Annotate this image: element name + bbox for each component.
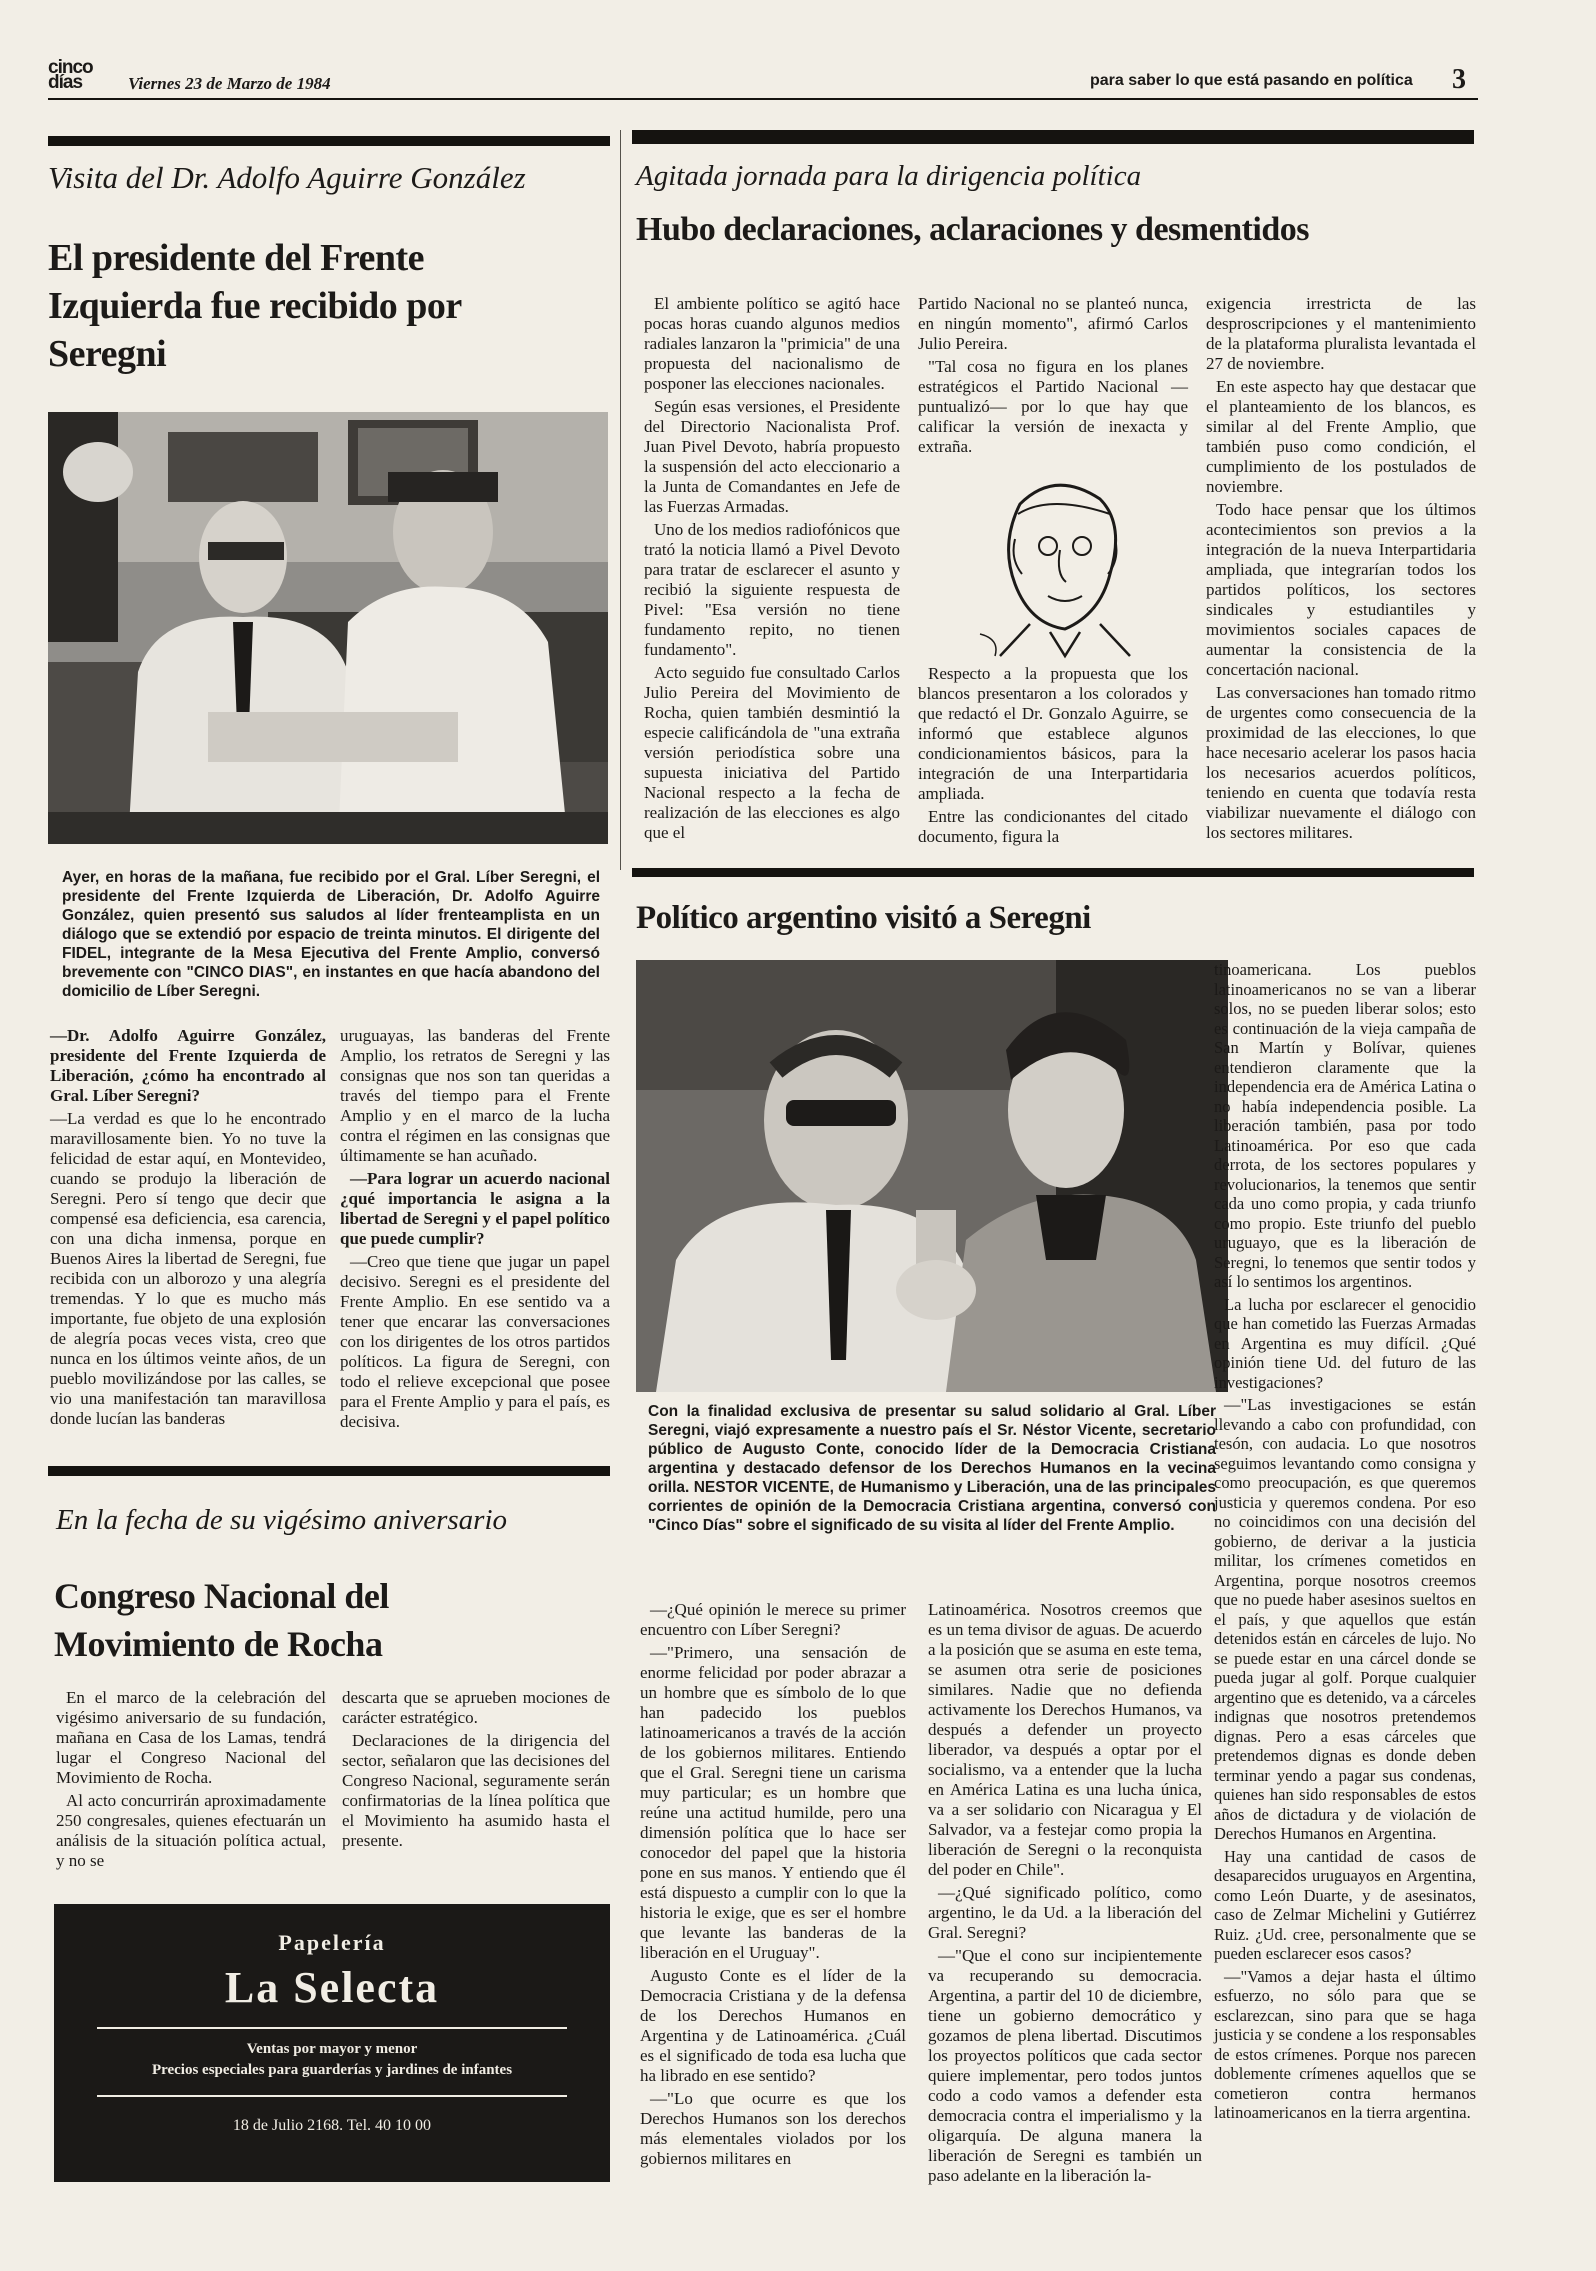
paragraph: Uno de los medios radiofónicos que trató la noticia llamó a Pivel Devoto para tratar de esclarecer el asunto y recibió la siguiente respuesta de Pivel: "Esa versión no tiene fundamento repito, no tienen fundamento". <box>644 520 900 659</box>
interview-question: —Dr. Adolfo Aguirre González, presidente del Frente Izquierda de Liberación, ¿cómo ha encontrado al Gral. Líber Seregni? <box>50 1026 326 1105</box>
ad-wholesale-text: Ventas por mayor y menor <box>246 2041 418 2057</box>
papeleria-advertisement <box>54 1904 610 2182</box>
right-article-kicker: Agitada jornada para la dirigencia política <box>636 160 1142 192</box>
paragraph: exigencia irrestricta de las desproscripciones y el mantenimiento de la plataforma pluralista levantada el 27 de noviembre. <box>1206 294 1476 373</box>
interview-question: —Para lograr un acuerdo nacional ¿qué importancia le asigna a la libertad de Seregni y el papel político que puede cumplir? <box>340 1169 610 1248</box>
ad-store-name: La Selecta <box>224 1963 440 2012</box>
paragraph: —"Primero, una sensación de enorme felicidad por poder abrazar a un hombre que es símbolo de lo que han padecido los pueblos latinoamericanos a través de la acción de los gobiernos militares. Entiendo que el Gral. Seregni tiene un carisma muy particular; es un hombre que reúne una actitud humilde, pero una dimensión política que lo hace ser conocedor del papel que la historia pone en sus manos. Y entiendo que él está dispuesto a cumplir con lo que la historia le exige, que es ser el hombre que levante las banderas de la liberación en el Uruguay". <box>640 1643 906 1962</box>
newspaper-logo <box>48 57 110 93</box>
right-bottom-article-top-rule <box>632 868 1474 877</box>
paragraph: —"Lo que ocurre es que los Derechos Humanos son los derechos más elementales violados por los gobiernos militares en <box>640 2089 906 2168</box>
right-bottom-column-3 <box>1214 960 1476 2126</box>
left-article-headline: El presidente del Frente Izquierda fue recibido por Seregni <box>48 237 462 375</box>
rocha-article-column-2 <box>342 1688 610 1854</box>
column-divider <box>620 130 621 870</box>
paragraph: Respecto a la propuesta que los blancos presentaron a los colorados y que redactó el Dr. Gonzalo Aguirre, se informó que establece algunos condicionamientos básicos, para la integración de una Interpartidaria ampliada. <box>918 664 1188 803</box>
paragraph: —¿Qué opinión le merece su primer encuentro con Líber Seregni? <box>640 1600 906 1639</box>
paragraph: Todo hace pensar que los últimos acontecimientos son previos a la integración de la nueva Interpartidaria ampliada, que integrarían todos los partidos políticos, los sectores sindicales y estudiantiles y movimientos sociales capaces de aumentar la consistencia de la concertación nacional. <box>1206 500 1476 679</box>
left-article-column-1 <box>50 1026 326 1432</box>
paragraph: Según esas versiones, el Presidente del Directorio Nacionalista Prof. Juan Pivel Devoto, habría propuesto la suspensión del acto eleccionario a la Junta de Comandantes en Jefe de las Fuerzas Armadas. <box>644 397 900 516</box>
masthead <box>0 0 1596 110</box>
ad-divider <box>97 2095 567 2097</box>
page-number: 3 <box>1452 64 1466 95</box>
seregni-aguirre-photo-image <box>48 412 608 844</box>
rocha-article-column-1 <box>56 1688 326 1874</box>
vicente-seregni-photo <box>636 960 1228 1392</box>
right-article-column-2-top <box>918 294 1188 460</box>
right-bottom-article-caption: Con la finalidad exclusiva de presentar su salud solidario al Gral. Líber Seregni, viajó expresamente a nuestro país el Sr. Néstor Vicente, secretario público de Augusto Conte, conocido líder de la Democracia Cristiana argentina y destacado defensor de los Derechos Humanos en la vecina orilla. NESTOR VICENTE, de Humanismo y Liberación, una de las principales corrientes de opinión de la Democracia Cristiana argentina, conversó con "Cinco Días" sobre el significado de su visita al líder del Frente Amplio. <box>648 1403 1216 1534</box>
paragraph: Declaraciones de la dirigencia del sector, señalaron que las decisiones del Congreso Nacional, seguramente serán confirmatorias de la línea política que el Movimiento ha asumido hasta el presente. <box>342 1731 610 1850</box>
right-article-headline: Hubo declaraciones, aclaraciones y desmentidos <box>636 211 1310 248</box>
right-article-column-2-bottom <box>918 664 1188 850</box>
paragraph: La lucha por esclarecer el genocidio que han cometido las Fuerzas Armadas en Argentina es muy difícil. ¿Qué opinión tiene Ud. del futuro de las investigaciones? <box>1214 1294 1476 1392</box>
left-article-caption: Ayer, en horas de la mañana, fue recibido por el Gral. Líber Seregni, el presidente del Frente Izquierda de Liberación, Dr. Adolfo Aguirre González, quien presentó sus saludos al líder frenteamplista en un diálogo que se extendió por espacio de treinta minutos. El dirigente del FIDEL, integrante de la Mesa Ejecutiva del Frente Amplio, conversó brevemente con "CINCO DIAS", en instantes en que hacía abandono del domicilio de Líber Seregni. <box>62 869 600 1000</box>
rocha-article-headline: Congreso Nacional del Movimiento de Rocha <box>54 1576 389 1664</box>
right-article-column-3 <box>1206 294 1476 846</box>
section-name: para saber lo que está pasando en política <box>1090 72 1413 89</box>
right-article-top-rule <box>632 130 1474 144</box>
pivel-devoto-caricature <box>960 464 1150 660</box>
interview-answer: —La verdad es que lo he encontrado maravillosamente bien. Yo no tuve la felicidad de estar aquí, en Montevideo, cuando se produjo la liberación de Seregni. Pero sí tengo que decir que compensé esa deficiencia, esa carencia, con una dicha inmensa, porque en Buenos Aires la libertad de Seregni, fue recibida con un alborozo y una alegría tremendas. Y lo que es mucho más importante, fue objeto de una explosión de alegría pocas veces vista, creo que nunca en los últimos veinte años, de un pueblo movilizándose por las calles, se vio una manifestación tan maravillosa donde lucían las banderas <box>50 1109 326 1428</box>
logo-line-2: días <box>48 72 83 93</box>
paragraph: Acto seguido fue consultado Carlos Julio Pereira del Movimiento de Rocha, quien también desmintió la especie calificándola de "una extraña versión periodística sobre una supuesta iniciativa del Partido Nacional respecto a la fecha de realización de las elecciones es algo que el <box>644 663 900 842</box>
paragraph: Augusto Conte es el líder de la Democracia Cristiana y de la defensa de los Derechos Humanos en Argentina y de Latinoamérica. ¿Cuál es el significado de toda esa lucha que ha librado en ese sentido? <box>640 1966 906 2085</box>
right-bottom-article-headline: Político argentino visitó a Seregni <box>636 900 1091 936</box>
right-article-column-1 <box>644 294 900 846</box>
masthead-rule <box>48 98 1478 100</box>
paragraph: Hay una cantidad de casos de desaparecidos uruguayos en Argentina, como León Duarte, y de asesinatos, caso de Zelmar Michelini y Gutiérrez Ruiz. ¿Ud. cree, personalmente que se pueden esclarecer esos casos? <box>1214 1846 1476 1963</box>
interview-answer: —Creo que tiene que jugar un papel decisivo. Seregni es el presidente del Frente Amplio. En ese sentido va a tener que encarar las conversaciones con los dirigentes de los otros partidos políticos. La figura de Seregni, con todo el relieve excepcional que posee para el Frente Amplio y para el país, es decisiva. <box>340 1252 610 1431</box>
paragraph: Partido Nacional no se planteó nunca, en ningún momento", afirmó Carlos Julio Pereira. <box>918 294 1188 353</box>
paragraph: "Tal cosa no figura en los planes estratégicos el Partido Nacional —puntualizó— por lo que hay que calificar la versión de inexacta y extraña. <box>918 357 1188 456</box>
paragraph: tinoamericana. Los pueblos latinoamericanos no se van a liberar solos, no se pueden liberar solos; esto es continuación de la vieja campaña de San Martín y Bolívar, quienes entendieron claramente que la independencia era de América Latina o no había independencia posible. La liberación también, pasa por todo Latinoamérica. Por eso que cada derrota, de los sectores populares y revolucionarios, la tenemos que sentir cada uno como propia, y cada triunfo como propio. Este triunfo del pueblo uruguayo, que es la liberación de Seregni, lo tenemos que sentir todos y así lo sentimos los argentinos. <box>1214 960 1476 1291</box>
ad-divider <box>97 2027 567 2029</box>
paragraph: —"Vamos a dejar hasta el último esfuerzo, no sólo para que se esclarezcan, sino para que se haga justicia y se condene a los responsables de estos crímenes. Porque nos parecen doblemente crímenes aquellos que se cometieron contra hermanos latinoamericanos en la tierra argentina. <box>1214 1966 1476 2122</box>
rocha-article-kicker: En la fecha de su vigésimo aniversario <box>56 1504 508 1536</box>
paragraph: En el marco de la celebración del vigésimo aniversario de su fundación, mañana en Casa de los Lamas, tendrá lugar el Congreso Nacional del Movimiento de Rocha. <box>56 1688 326 1787</box>
paragraph: —¿Qué significado político, como argentino, le da Ud. a la liberación del Gral. Seregni? <box>928 1883 1202 1942</box>
paragraph: El ambiente político se agitó hace pocas horas cuando algunos medios radiales lanzaron la "primicia" de una propuesta del nacionalismo de posponer las elecciones nacionales. <box>644 294 901 393</box>
paragraph: Al acto concurrirán aproximadamente 250 congresales, quienes efectuarán un análisis de la situación política actual, y no se <box>56 1791 326 1870</box>
seregni-aguirre-photo <box>48 412 608 844</box>
paragraph: —"Que el cono sur incipientemente va recuperando su democracia. Argentina, a partir del 10 de diciembre, tiene un gobierno democrático y gozamos de plena libertad. Discutimos los proyectos políticos que cada sector quiere implementar, pero todos juntos codo a codo vamos a defender esta democracia contra el imperialismo y la oligarquía. De alguna manera la liberación de Seregni es también un paso adelante en la liberación la- <box>928 1946 1202 2185</box>
paragraph: Las conversaciones han tomado ritmo de urgentes como consecuencia de la proximidad de las elecciones, lo que hace necesario acelerar los pasos hacia los necesarios acuerdos políticos, teniendo en cuenta que todavía resta viabilizar nuevamente el diálogo con los sectores militares. <box>1206 683 1476 842</box>
paragraph: —"Las investigaciones se están llevando a cabo con profundidad, con tesón, con audacia. Lo que nosotros seguimos levantando como consigna y como preocupación, es que queremos justicia y queremos condena. Por eso no coincidimos con una decisión del gobierno, de derivar a la justicia militar, los crímenes cometidos en Argentina, porque nosotros creemos que no puede haber asesinos sueltos en el país, y que aquellos que están detenidos están en cárceles de lujo. No se puede estar en una cárcel donde se pueda jugar al golf. Porque cualquier argentino que es detenido, va a cárceles indignas que nosotros pretendemos dignas. Pero a esas cárceles que pretendemos dignas es donde deben terminar yendo a pagar sus condenas, quienes han sido responsables de estos años de dictadura y de violación de Derechos Humanos en Argentina. <box>1214 1395 1476 1843</box>
left-article-kicker: Visita del Dr. Adolfo Aguirre González <box>48 160 526 195</box>
vicente-seregni-photo-image <box>636 960 1228 1392</box>
left-article-column-2 <box>340 1026 610 1435</box>
right-bottom-column-1 <box>640 1600 906 2172</box>
ad-kind-label: Papelería <box>278 1930 386 1955</box>
right-bottom-column-2 <box>928 1600 1202 2189</box>
issue-date: Viernes 23 de Marzo de 1984 <box>128 74 331 93</box>
interview-answer: uruguayas, las banderas del Frente Amplio, los retratos de Seregni y las consignas que nos son tan queridas a través del tiempo para el Frente Amplio y en el marco de la lucha contra el régimen en las consignas que últimamente se han acuñado. <box>340 1026 610 1165</box>
paragraph: En este aspecto hay que destacar que el planteamiento de los blancos, es similar al del Frente Amplio, que también puso como condición, el cumplimiento de los postulados de noviembre. <box>1206 377 1476 496</box>
caricature-drawing <box>960 464 1150 660</box>
paragraph: Entre las condicionantes del citado documento, figura la <box>918 807 1188 846</box>
ad-special-prices-text: Precios especiales para guarderías y jardines de infantes <box>151 2062 513 2078</box>
ad-address: 18 de Julio 2168. Tel. 40 10 00 <box>232 2117 432 2134</box>
left-article-top-rule <box>48 136 610 146</box>
paragraph: descarta que se aprueben mociones de carácter estratégico. <box>342 1688 610 1727</box>
logo-line-1: cinco <box>48 57 93 78</box>
rocha-article-top-rule <box>48 1466 610 1476</box>
paragraph: Latinoamérica. Nosotros creemos que es un tema divisor de aguas. De acuerdo a la posición que se asuma en este tema, se asumen otra serie de posiciones similares. Nadie que no defienda activamente los Derechos Humanos, va después a defender un proyecto liberador, va después a optar por el socialismo, va a entender que la lucha en América Latina es una lucha única, va a ser solidario con Nicaragua y El Salvador, va a festejar como propia la liberación de Seregni o la reconquista del poder en Chile". <box>928 1600 1202 1879</box>
